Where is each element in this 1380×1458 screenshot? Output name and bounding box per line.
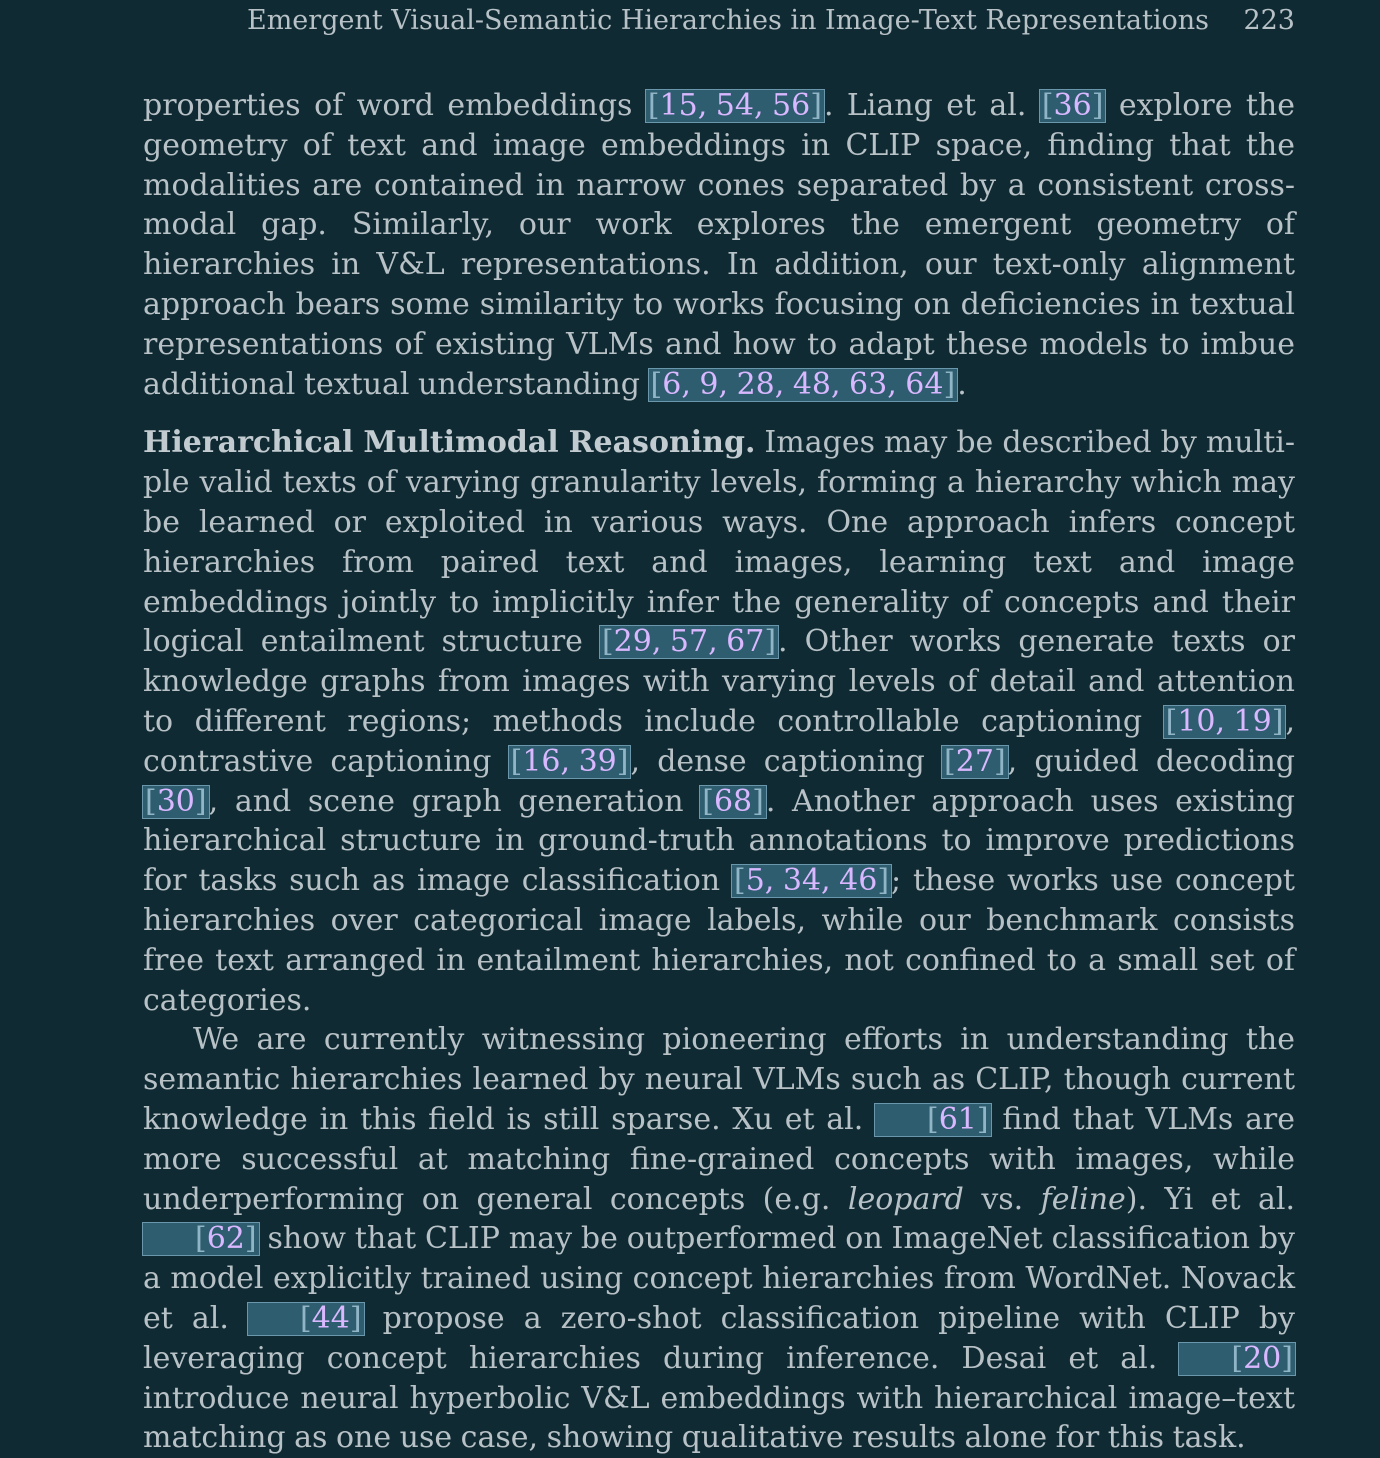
- paragraph-pioneering-efforts: [143, 1020, 1295, 1458]
- text-run: . Other works generate texts or knowledge graphs from images with varying levels of detail and attention to different regions; methods include controllable captioning: [143, 624, 1295, 739]
- citation-link[interactable]: [61]: [875, 1104, 991, 1136]
- text-run: ). Yi et al.: [1125, 1181, 1295, 1217]
- text-run: . Another approach uses existing hierarchical structure in ground-truth annotations to improve predictions for tasks such as image classification: [143, 783, 1295, 899]
- text-run: properties of word embeddings: [143, 88, 646, 123]
- paragraph-hierarchical-reasoning: [143, 423, 1295, 1020]
- citation-link[interactable]: [6, 9, 28, 48, 63, 64]: [650, 366, 956, 402]
- text-run: introduce neural hyperbolic V&L embeddings with hierarchical image–text matching as one use case, showing qualitative results alone for this task.: [143, 1380, 1295, 1456]
- text-run: , dense captioning: [630, 743, 943, 779]
- citation-link[interactable]: [20]: [1179, 1343, 1295, 1375]
- running-header: [247, 4, 1295, 38]
- text-run: vs.: [963, 1181, 1041, 1217]
- citation-link[interactable]: [5, 34, 46]: [734, 863, 890, 899]
- citation-link[interactable]: [36]: [1041, 88, 1104, 123]
- running-title: Emergent Visual-Semantic Hierarchies in Image-Text Representations: [247, 5, 1210, 36]
- italic-term: leopard: [847, 1181, 964, 1217]
- citation-link[interactable]: [16, 39]: [510, 743, 629, 779]
- citation-link[interactable]: [15, 54, 56]: [647, 88, 822, 123]
- text-run: Images may be described by multiple valid texts of varying granularity levels, forming a hierarchy which may be learned or exploited in various ways. One approach infers concept hierarchies from paired text and images, learning text and image embeddings jointly to implicitly infer the generality of concepts and their logical entailment structure: [143, 425, 1295, 660]
- citation-link[interactable]: [27]: [944, 743, 1006, 779]
- citation-link[interactable]: [30]: [145, 783, 207, 819]
- text-run: ; these works use concept hierarchies over categorical image labels, while our benchmark consists free text arranged in entailment hierarchies, not confined to a small set of categories.: [143, 863, 1295, 1018]
- text-run: . Liang et al.: [823, 88, 1040, 123]
- text-run: We are currently witnessing pioneering efforts in understanding the semantic hierarchies learned by neural VLMs such as CLIP, though current knowledge in this field is still sparse. Xu et al.: [143, 1022, 1295, 1137]
- text-run: propose a zero-shot classification pipeline with CLIP by leveraging concept hierarchies during inference. Desai et al.: [143, 1300, 1296, 1376]
- text-run: , guided decoding: [1007, 743, 1295, 779]
- section-run-in-heading: Hierarchical Multimodal Reasoning.: [143, 425, 756, 461]
- paragraph-geometry: [143, 86, 1295, 404]
- page-number: 223: [1243, 5, 1295, 36]
- text-run: , contrastive captioning: [143, 703, 1295, 779]
- text-run: .: [957, 366, 967, 402]
- text-run: explore the geometry of text and image embeddings in CLIP space, finding that the modalities are contained in narrow cones separated by a consistent cross-modal gap. Similarly, our work explores the emergent geometry of hierarchies in V&L representations. In addition, our text-only alignment approach bears some similarity to works focusing on deficiencies in textual representations of existing VLMs and how to adapt these models to imbue additional textual understanding: [143, 88, 1295, 402]
- text-run: , and scene graph generation: [208, 783, 701, 819]
- citation-link[interactable]: [62]: [143, 1223, 259, 1255]
- italic-term: feline: [1040, 1181, 1126, 1217]
- citation-link[interactable]: [68]: [702, 783, 764, 819]
- body-text: [143, 86, 1295, 1458]
- text-run: find that VLMs are more successful at matching fine-grained concepts with images, while underperforming on general concepts (e.g.: [143, 1101, 1295, 1217]
- citation-link[interactable]: [10, 19]: [1165, 703, 1284, 739]
- citation-link[interactable]: [29, 57, 67]: [601, 624, 777, 660]
- citation-link[interactable]: [44]: [248, 1303, 364, 1335]
- text-run: show that CLIP may be outperformed on ImageNet classification by a model explicitly trained using concept hierarchies from WordNet. Novack et al.: [143, 1221, 1295, 1336]
